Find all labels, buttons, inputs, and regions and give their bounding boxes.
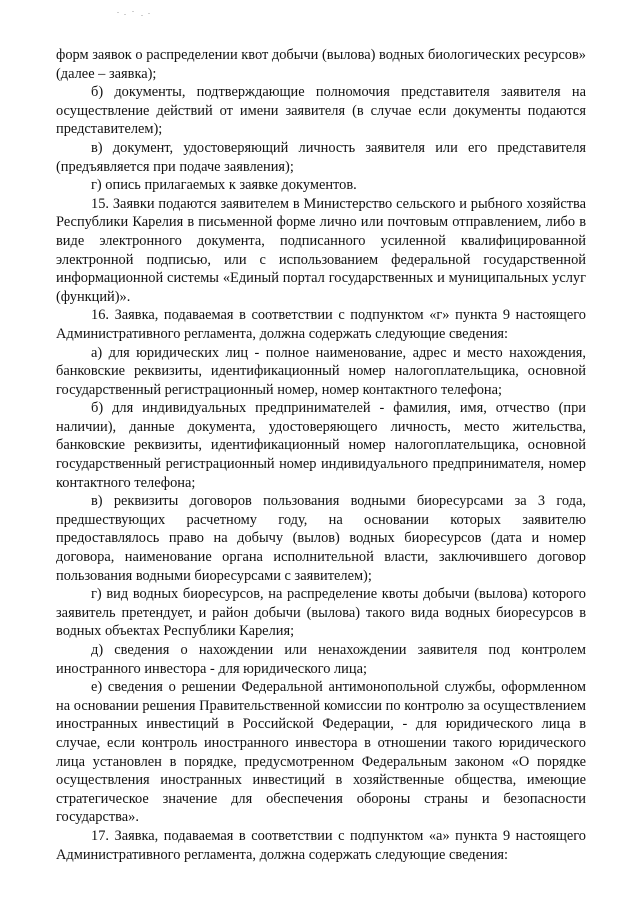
paragraph-item-b-documents: б) документы, подтверждающие полномочия представителя заявителя на осуществление действий от имени заявителя (в случае если документы подаются представителем); [56,84,586,138]
paragraph-section-15: 15. Заявки подаются заявителем в Министерство сельского и рыбного хозяйства Республики Карелия в письменной форме лично или почтовым отправлением, либо в виде электронного документа, подписанного усиленной квалифицированной электронной подписью, или с использованием федеральной государственной информационной системы «Единый портал государственных и муниципальных услуг (функций)». [56,195,586,305]
paragraph-16-item-g: г) вид водных биоресурсов, на распределение квоты добычи (вылова) которого заявитель претендует, и район добычи (вылова) такого вида водных биоресурсов в водных объектах Республики Карелия; [56,586,586,640]
paragraph-16-item-d: д) сведения о нахождении или ненахождении заявителя под контролем иностранного инвестора - для юридического лица; [56,642,586,677]
paragraph-item-v-identity: в) документ, удостоверяющий личность заявителя или его представителя (предъявляется при подаче заявления); [56,139,586,175]
scan-artifact [115,10,155,18]
paragraph-16-item-e: е) сведения о решении Федеральной антимонопольной службы, оформленном на основании решения Правительственной комиссии по контролю за осуществлением иностранных инвестиций в Российской Федерации, - для юридического лица в случае, если контроль иностранного инвестора в отношении такого юридического лица установлен в порядке, предусмотренном Федеральным законом «О порядке осуществления иностранных инвестиций в хозяйственные общества, имеющие стратегическое значение для обеспечения обороны страны и безопасности государства». [56,679,586,826]
paragraph-section-17: 17. Заявка, подаваемая в соответствии с подпунктом «а» пункта 9 настоящего Административного регламента, должна содержать следующие сведения: [56,827,586,863]
paragraph-16-item-v: в) реквизиты договоров пользования водными биоресурсами за 3 года, предшествующих расчетному году, на основании которых заявителю предоставлялось право на добычу (вылов) водных биоресурсов (дата и номер договора, наименование органа исполнительной власти, заключившего договор пользования водными биоресурсами с заявителем); [56,493,586,584]
paragraph-section-16: 16. Заявка, подаваемая в соответствии с подпунктом «г» пункта 9 настоящего Административного регламента, должна содержать следующие сведения: [56,307,586,342]
document-body [56,46,586,864]
paragraph-continuation: форм заявок о распределении квот добычи (вылова) водных биологических ресурсов» (далее – заявка); [56,47,586,82]
paragraph-16-item-a: а) для юридических лиц - полное наименование, адрес и место нахождения, банковские реквизиты, идентификационный номер налогоплательщика, основной государственный регистрационный номер, номер контактного телефона; [56,344,586,398]
paragraph-item-g-inventory: г) опись прилагаемых к заявке документов. [91,177,357,194]
paragraph-16-item-b: б) для индивидуальных предпринимателей - фамилия, имя, отчество (при наличии), данные документа, удостоверяющего личность, место жительства, банковские реквизиты, идентификационный номер налогоплательщика, основной государственный регистрационный номер индивидуального предпринимателя, номер контактного телефона; [56,400,586,491]
